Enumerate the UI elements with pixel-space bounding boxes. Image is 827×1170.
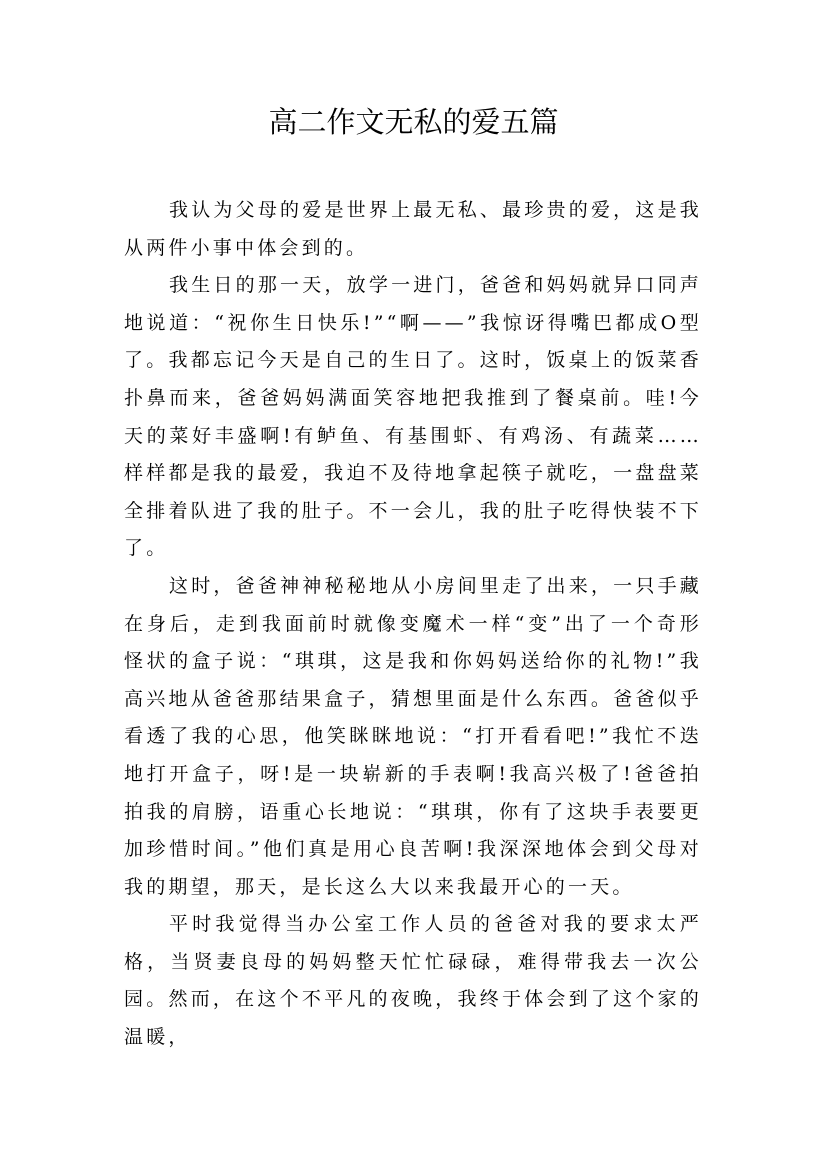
- paragraph-4: 平时我觉得当办公室工作人员的爸爸对我的要求太严格，当贤妻良母的妈妈整天忙忙碌碌，难得带我去一次公园。然而，在这个不平凡的夜晚，我终于体会到了这个家的温暖，: [124, 913, 702, 1049]
- paragraph-3: 这时，爸爸神神秘秘地从小房间里走了出来，一只手藏在身后，走到我面前时就像变魔术一样“变”出了一个奇形怪状的盒子说：“琪琪，这是我和你妈妈送给你的礼物!”我高兴地从爸爸那结果盒子，猜想里面是什么东西。爸爸似乎看透了我的心思，他笑眯眯地说：“打开看看吧!”我忙不迭地打开盒子，呀!是一块崭新的手表啊!我高兴极了!爸爸拍拍我的肩膀，语重心长地说：“琪琪，你有了这块手表要更加珍惜时间。”他们真是用心良苦啊!我深深地体会到父母对我的期望，那天，是长这么大以来我最开心的一天。: [124, 574, 702, 898]
- document-body: [124, 192, 702, 1057]
- paragraph-2: 我生日的那一天，放学一进门，爸爸和妈妈就异口同声地说道：“祝你生日快乐!”“啊——”我惊讶得嘴巴都成O型了。我都忘记今天是自己的生日了。这时，饭桌上的饭菜香扑鼻而来，爸爸妈妈满面笑容地把我推到了餐桌前。哇!今天的菜好丰盛啊!有鲈鱼、有基围虾、有鸡汤、有蔬菜……样样都是我的最爱，我迫不及待地拿起筷子就吃，一盘盘菜全排着队进了我的肚子。不一会儿，我的肚子吃得快装不下了。: [124, 274, 702, 560]
- document-title: 高二作文无私的爱五篇: [268, 105, 559, 139]
- paragraph-1: 我认为父母的爱是世界上最无私、最珍贵的爱，这是我从两件小事中体会到的。: [124, 199, 702, 259]
